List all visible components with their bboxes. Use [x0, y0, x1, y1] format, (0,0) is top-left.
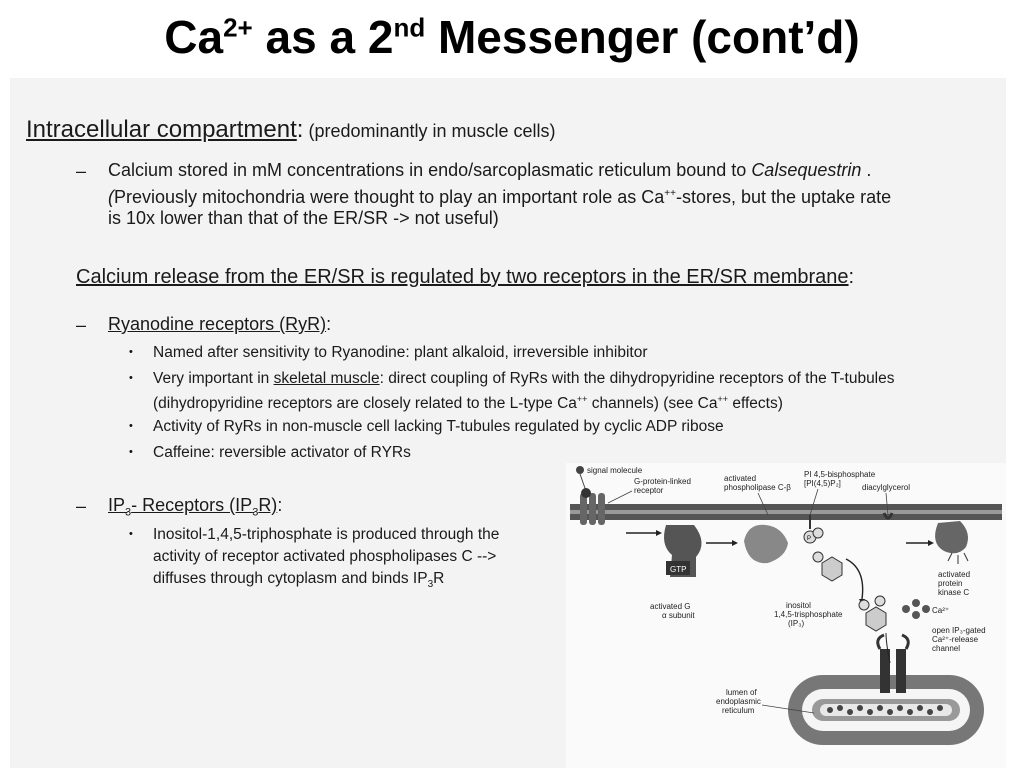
label-pip2-2: [PI(4,5)P₂] [804, 479, 841, 488]
calcium-storage-line-1: Calcium stored in mM concentrations in endo/sarcoplasmatic reticulum bound to Calsequestrin . [108, 160, 872, 180]
label-plc-2: phospholipase C-β [724, 483, 791, 492]
label-pkc-2: protein [938, 579, 963, 588]
dash-marker: – [76, 496, 87, 516]
bullet-marker: • [129, 346, 133, 358]
section-heading-release: Calcium release from the ER/SR is regulated by two receptors in the ER/SR membrane: [76, 266, 855, 288]
gpcr-receptor-icon [580, 488, 605, 525]
label-gpcr-2: receptor [634, 486, 664, 495]
scanned-content-panel [10, 78, 1006, 768]
label-g-alpha-2: α subunit [662, 611, 695, 620]
plasma-membrane-outer [570, 504, 1002, 510]
ryr-bullet-2-line-2: (dihydropyridine receptors are closely related to the L-type Ca++ channels) (see Ca++ effects) [153, 394, 783, 413]
dash-marker: – [76, 161, 87, 181]
slide-title: $Ca^{2+}$ as a 2nd Messenger (cont’d) [164, 11, 860, 63]
section-heading-intracellular: Intracellular compartment: (predominantly in muscle cells) [26, 116, 556, 143]
label-ip3-3: (IP₃) [788, 619, 805, 628]
label-pkc-1: activated [938, 570, 971, 579]
ip3-pathway-figure [566, 463, 1006, 768]
label-calcium: Ca²⁺ [932, 606, 950, 615]
label-ip3-1: inositol [786, 601, 811, 610]
ip3r-bullet-line-3: diffuses through cytoplasm and binds $IP_3R$ [153, 570, 445, 591]
label-signal-molecule: signal molecule [587, 466, 643, 475]
label-pip2-1: PI 4,5-bisphosphate [804, 470, 876, 479]
label-channel-1: open IP₃-gated [932, 626, 986, 635]
ryr-bullet-2-line-1: Very important in skeletal muscle: direct coupling of RyRs with the dihydropyridine receptors of the T-tubules [153, 370, 895, 387]
calcium-storage-line-2: (Previously mitochondria were thought to play an important role as Ca++-stores, but the uptake rate [108, 187, 892, 207]
dash-marker: – [76, 315, 87, 335]
bullet-marker: • [129, 446, 133, 458]
label-er-3: reticulum [722, 706, 755, 715]
ip3r-bullet-line-2: activity of receptor activated phospholipases C --> [153, 548, 497, 565]
ip3r-bullet-line-1: Inositol-1,4,5-triphosphate is produced through the [153, 526, 500, 543]
label-plc-1: activated [724, 474, 757, 483]
label-gtp: GTP [670, 565, 687, 574]
ryr-heading: Ryanodine receptors (RyR): [108, 314, 332, 334]
label-er-1: lumen of [726, 688, 757, 697]
bullet-marker: • [129, 420, 133, 432]
plasma-membrane-inner [570, 514, 1002, 520]
label-phosphate: P [807, 536, 812, 542]
ryr-bullet-3: Activity of RyRs in non-muscle cell lacking T-tubules regulated by cyclic ADP ribose [153, 418, 724, 435]
bullet-marker: • [129, 372, 133, 384]
label-g-alpha-1: activated G [650, 602, 691, 611]
label-er-2: endoplasmic [716, 697, 761, 706]
label-ip3-2: 1,4,5-trisphosphate [774, 610, 843, 619]
label-pkc-3: kinase C [938, 588, 970, 597]
label-gpcr-1: G-protein-linked [634, 477, 691, 486]
signal-molecule-icon [576, 466, 584, 474]
label-dag: diacylglycerol [862, 483, 911, 492]
calcium-storage-line-3: is 10x lower than that of the ER/SR -> not useful) [108, 208, 499, 228]
label-channel-2: Ca²⁺-release [932, 635, 979, 644]
ryr-bullet-1: Named after sensitivity to Ryanodine: plant alkaloid, irreversible inhibitor [153, 344, 648, 361]
ip3r-heading: $IP_3-$ Receptors $(IP_3R)$: [108, 495, 283, 519]
label-channel-3: channel [932, 644, 961, 653]
ip3-signaling-diagram [566, 463, 1006, 768]
bullet-marker: • [129, 528, 133, 540]
ryr-bullet-4: Caffeine: reversible activator of RYRs [153, 444, 411, 461]
